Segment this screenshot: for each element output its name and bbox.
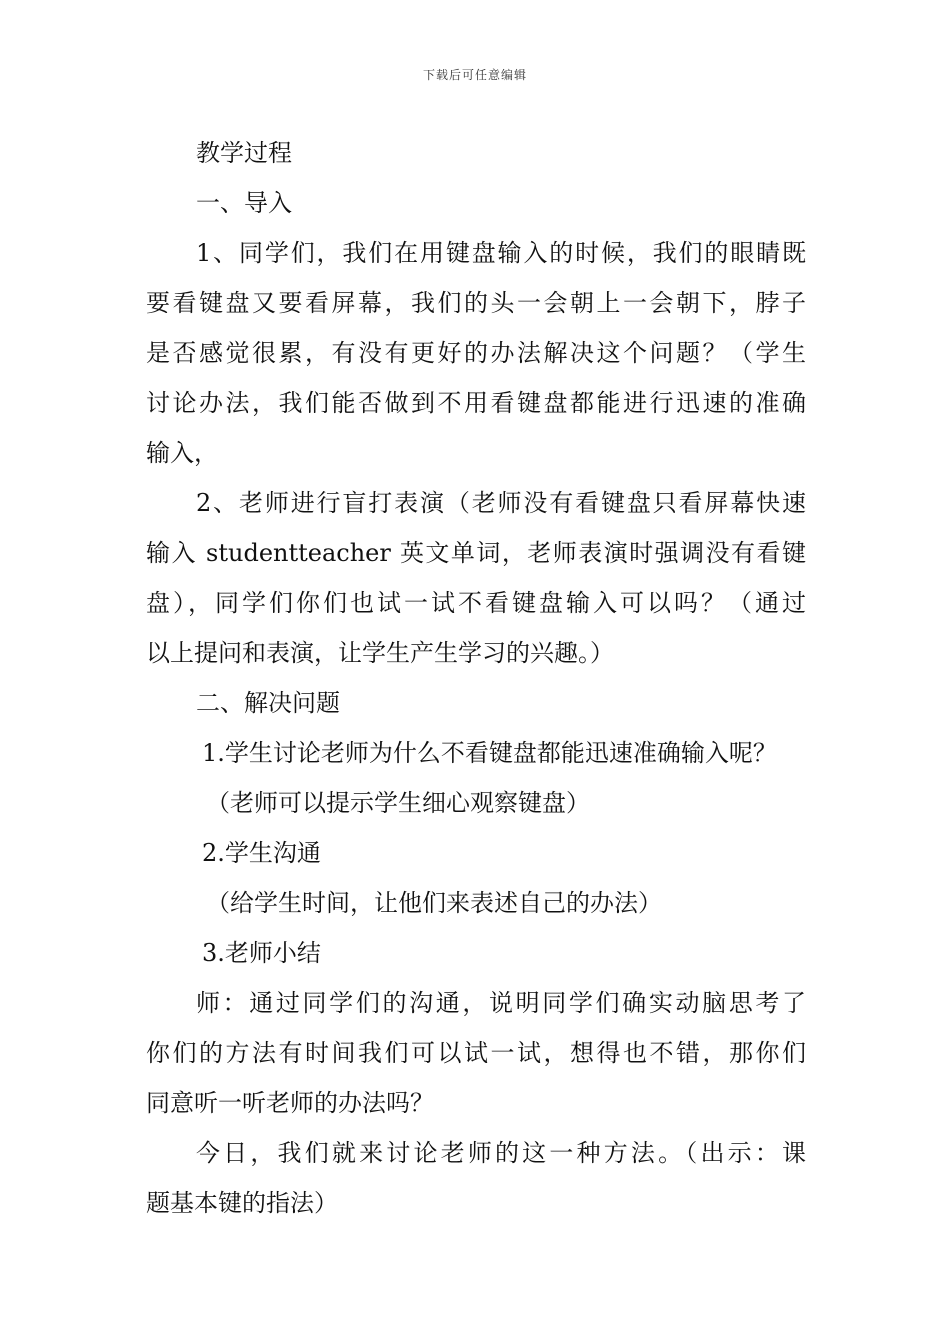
document-body (146, 128, 806, 1228)
paragraph-line: 你们的方法有时间我们可以试一试，想得也不错，那你们 (146, 1039, 806, 1067)
page-header: 下载后可任意编辑 (422, 68, 527, 82)
paragraph-line: 题基本键的指法） (146, 1189, 338, 1217)
paragraph-line: 同意听一听老师的办法吗？ (146, 1089, 434, 1117)
paragraph-line: 今日，我们就来讨论老师的这一种方法。（出示：课 (196, 1139, 806, 1167)
paragraph-line: 盘），同学们你们也试一试不看键盘输入可以吗？（通过 (146, 589, 806, 617)
section-heading-teaching-process: 教学过程 (196, 139, 292, 167)
list-item: 3.老师小结 (202, 939, 321, 967)
section-heading-introduction: 一、导入 (196, 189, 292, 217)
section-heading-solve-problem: 二、解决问题 (196, 689, 340, 717)
list-item: 1.学生讨论老师为什么不看键盘都能迅速准确输入呢？ (202, 739, 777, 767)
paragraph-line: 师：通过同学们的沟通，说明同学们确实动脑思考了 (196, 989, 806, 1017)
paragraph-line: 以上提问和表演，让学生产生学习的兴趣。） (146, 639, 614, 667)
paragraph-line: 2、老师进行盲打表演（老师没有看键盘只看屏幕快速 (196, 489, 806, 517)
paragraph-line: 1、同学们，我们在用键盘输入的时候，我们的眼睛既 (196, 239, 806, 267)
list-note: （给学生时间，让他们来表述自己的办法） (206, 889, 662, 917)
list-note: （老师可以提示学生细心观察键盘） (206, 789, 590, 817)
paragraph-line: 要看键盘又要看屏幕，我们的头一会朝上一会朝下，脖子 (146, 289, 806, 317)
paragraph-line: 输入 studentteacher 英文单词，老师表演时强调没有看键 (146, 539, 806, 567)
paragraph-line: 讨论办法，我们能否做到不用看键盘都能进行迅速的准确 (146, 389, 806, 417)
paragraph-line: 输入， (146, 439, 218, 467)
list-item: 2.学生沟通 (202, 839, 321, 867)
paragraph-line: 是否感觉很累，有没有更好的办法解决这个问题？（学生 (146, 339, 806, 367)
